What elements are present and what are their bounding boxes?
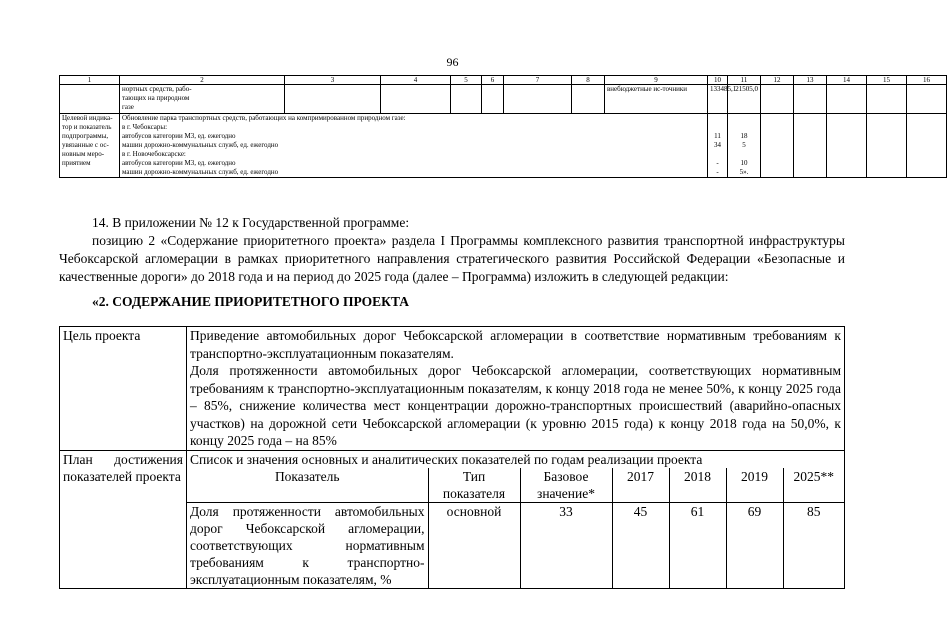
- col-header: 13: [794, 76, 827, 85]
- table-cell: 133485,1: [708, 85, 728, 114]
- col-header: 12: [761, 76, 794, 85]
- col-header: 11: [728, 76, 761, 85]
- col-header: 2025**: [783, 468, 844, 503]
- plan-content: [187, 450, 845, 589]
- table-row: [187, 503, 844, 589]
- table-cell: внебюджетные ис-точники: [605, 85, 708, 114]
- col-header: 16: [907, 76, 947, 85]
- table-cell: Обновление парка транспортных средств, работающих на компримированном природном газе: в г. Чебоксары: автобусов категории M3, ед. ежегодно машин дорожно-коммунальных служб, ед. ежегодно в г. Новочебоксарске: автобусов категории M3, ед. ежегодно машин дорожно-коммунальных служб, ед. ежегодно: [120, 114, 708, 178]
- table-cell: 21505,0: [728, 85, 761, 114]
- col-header: 1: [60, 76, 120, 85]
- col-header: Базовое значение*: [520, 468, 612, 503]
- value-2017-cell: 45: [612, 503, 669, 589]
- section-heading: «2. СОДЕРЖАНИЕ ПРИОРИТЕТНОГО ПРОЕКТА: [92, 294, 410, 309]
- col-header: 14: [827, 76, 867, 85]
- plan-label: План достижения показателей проекта: [60, 450, 187, 589]
- col-header: 8: [572, 76, 605, 85]
- col-header: Тип показателя: [428, 468, 520, 503]
- page-number: 96: [446, 55, 459, 69]
- top-table-row: [60, 114, 947, 178]
- col-header: 4: [381, 76, 451, 85]
- project-table: [59, 326, 845, 589]
- indicator-cell: Доля протяженности автомобильных дорог Чебоксарской агломерации, соответствующих нормативным требованиям к транспортно-эксплуатационным показателям, %: [187, 503, 428, 589]
- col-header: 2017: [612, 468, 669, 503]
- indicators-table: [187, 468, 844, 588]
- col-header: 5: [451, 76, 482, 85]
- paragraph-position-2: позицию 2 «Содержание приоритетного проекта» раздела I Программы комплексного развития транспортной инфраструктуры Чебоксарской агломерации в рамках приоритетного направления стратегического развития Российской Федерации «Безопасные и качественные дороги» до 2018 года и на период до 2025 года (далее – Программа) изложить в следующей редакции:: [59, 233, 845, 284]
- table-cell: 11 34 - -: [708, 114, 728, 178]
- goal-text: Приведение автомобильных дорог Чебоксарской агломерации в соответствие нормативным требованиям к транспортно-эксплуатационным показателям. Доля протяженности автомобильных дорог Чебоксарской агломерации, соответствующих нормативным требованиям к транспортно-эксплуатационным показателям, к концу 2018 года не менее 50%, к концу 2025 года – 85%, снижение количества мест концентрации дорожно-транспортных происшествий (аварийно-опасных участков) на дорожной сети Чебоксарской агломерации (к уровню 2015 года) к концу 2018 года на 50,0%, к концу 2025 года – на 85%: [187, 327, 845, 451]
- goal-row: [60, 327, 845, 451]
- base-value-cell: 33: [520, 503, 612, 589]
- col-header: Показатель: [187, 468, 428, 503]
- col-header: 2: [120, 76, 285, 85]
- top-table-header-row: [60, 76, 947, 85]
- table-cell: 18 5 10 5».: [728, 114, 761, 178]
- col-header: 2018: [669, 468, 726, 503]
- value-2025-cell: 85: [783, 503, 844, 589]
- paragraph-item-14: 14. В приложении № 12 к Государственной программе:: [92, 215, 410, 230]
- col-header: 7: [504, 76, 572, 85]
- goal-label: Цель проекта: [60, 327, 187, 451]
- top-table: [59, 75, 947, 178]
- col-header: 15: [867, 76, 907, 85]
- table-cell: нортных средств, рабо- тающих на природном газе: [120, 85, 285, 114]
- table-cell: Целевой индика- тор и показатель подпрограммы, увязанные с ос- новным меро- приятием: [60, 114, 120, 178]
- col-header: 2019: [726, 468, 783, 503]
- value-2019-cell: 69: [726, 503, 783, 589]
- plan-caption: Список и значения основных и аналитических показателей по годам реализации проекта: [190, 451, 703, 467]
- value-2018-cell: 61: [669, 503, 726, 589]
- col-header: 10: [708, 76, 728, 85]
- indicators-header-row: [187, 468, 844, 503]
- col-header: 9: [605, 76, 708, 85]
- col-header: 3: [285, 76, 381, 85]
- top-table-row: [60, 85, 947, 114]
- col-header: 6: [482, 76, 504, 85]
- plan-row: [60, 450, 845, 589]
- type-cell: основной: [428, 503, 520, 589]
